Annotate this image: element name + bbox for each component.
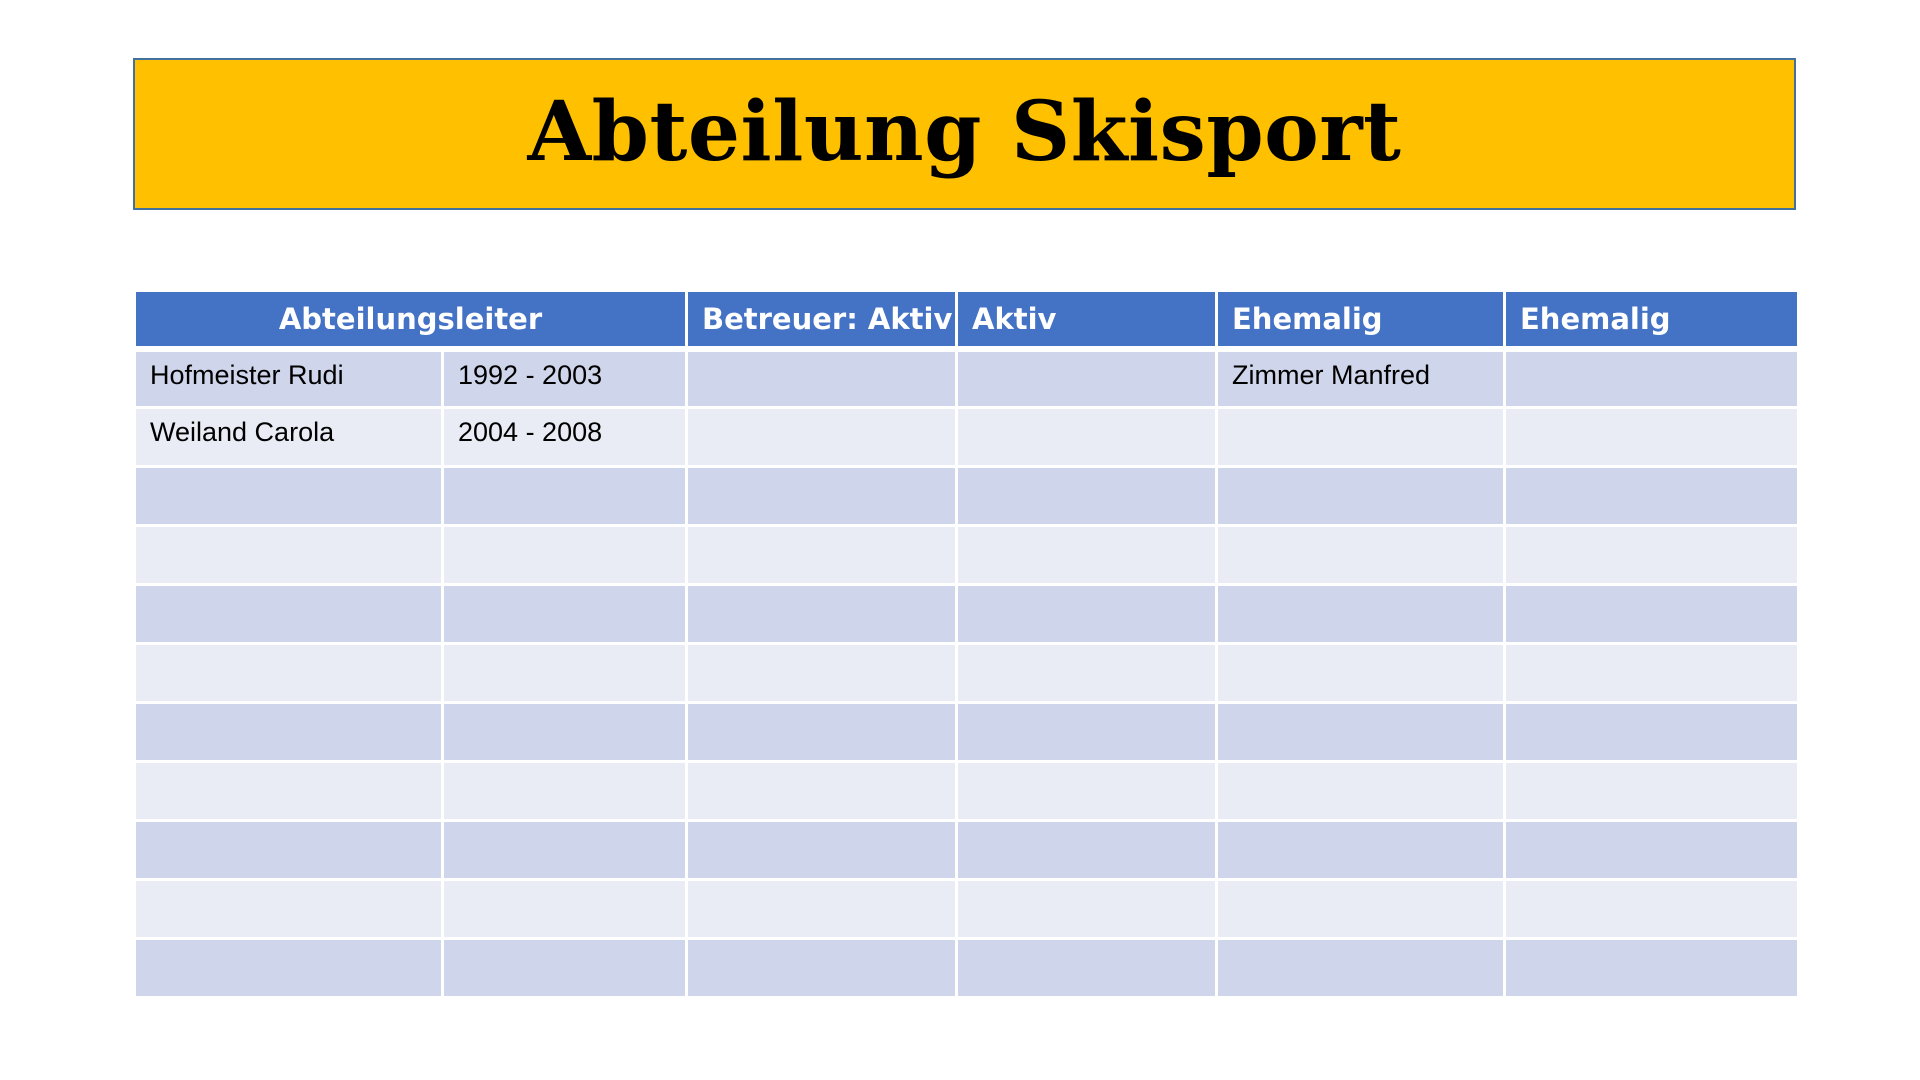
table-cell (957, 703, 1217, 762)
table-cell (443, 939, 687, 998)
table-row (135, 703, 1799, 762)
table-cell: Weiland Carola (135, 408, 443, 467)
table-cell (1217, 939, 1505, 998)
table-cell (957, 526, 1217, 585)
table-cell (1217, 467, 1505, 526)
table-cell (1217, 526, 1505, 585)
table-cell (135, 585, 443, 644)
header-ehemalig: Ehemalig (1217, 291, 1505, 349)
table-cell (1217, 703, 1505, 762)
table-body (135, 349, 1799, 998)
table-cell (1505, 585, 1799, 644)
header-ehemalig-2: Ehemalig (1505, 291, 1799, 349)
table-cell (1505, 880, 1799, 939)
table-cell (135, 762, 443, 821)
page-title: Abteilung Skisport (527, 84, 1402, 180)
table-cell (135, 939, 443, 998)
header-aktiv: Aktiv (957, 291, 1217, 349)
table-cell (135, 703, 443, 762)
table-row (135, 762, 1799, 821)
table-cell (443, 821, 687, 880)
staff-table (133, 289, 1800, 999)
table-row (135, 467, 1799, 526)
table-cell (1217, 408, 1505, 467)
table-cell (1505, 703, 1799, 762)
table-cell (135, 821, 443, 880)
table-cell (135, 526, 443, 585)
table-cell (687, 467, 957, 526)
table-cell (1505, 821, 1799, 880)
table-cell (1217, 762, 1505, 821)
table-cell (135, 644, 443, 703)
table-cell (1217, 821, 1505, 880)
table-cell (687, 762, 957, 821)
table-cell (1505, 762, 1799, 821)
table-row (135, 408, 1799, 467)
table-cell (443, 526, 687, 585)
table-cell (1505, 939, 1799, 998)
table-row (135, 526, 1799, 585)
table-cell (687, 644, 957, 703)
table-cell (1217, 585, 1505, 644)
table-cell (443, 762, 687, 821)
table-cell (957, 939, 1217, 998)
table-row (135, 349, 1799, 408)
table-cell (957, 880, 1217, 939)
table-cell (1505, 349, 1799, 408)
table-cell (443, 644, 687, 703)
table-cell (957, 762, 1217, 821)
table-cell: Zimmer Manfred (1217, 349, 1505, 408)
table-cell (957, 408, 1217, 467)
table-cell (957, 585, 1217, 644)
table-cell (1505, 526, 1799, 585)
table-cell (687, 408, 957, 467)
table-cell (443, 467, 687, 526)
table-row (135, 939, 1799, 998)
table-cell (957, 349, 1217, 408)
title-banner (133, 58, 1796, 210)
table-cell (957, 467, 1217, 526)
table-header-row (135, 291, 1799, 349)
table-cell: 1992 - 2003 (443, 349, 687, 408)
table-cell (957, 821, 1217, 880)
table-cell (687, 349, 957, 408)
table-row (135, 644, 1799, 703)
table-row (135, 585, 1799, 644)
table-cell: Hofmeister Rudi (135, 349, 443, 408)
table-cell (443, 880, 687, 939)
table-cell: 2004 - 2008 (443, 408, 687, 467)
table-cell (687, 939, 957, 998)
table-row (135, 880, 1799, 939)
table-cell (957, 644, 1217, 703)
table-cell (443, 703, 687, 762)
header-abteilungsleiter: Abteilungsleiter (135, 291, 687, 349)
header-betreuer-aktiv: Betreuer: Aktiv (687, 291, 957, 349)
table-cell (687, 585, 957, 644)
table-cell (1505, 408, 1799, 467)
table-cell (135, 467, 443, 526)
table-cell (1505, 467, 1799, 526)
table-cell (443, 585, 687, 644)
table-cell (687, 821, 957, 880)
table-cell (687, 703, 957, 762)
table-cell (1217, 880, 1505, 939)
table-row (135, 821, 1799, 880)
table-cell (687, 526, 957, 585)
table-cell (135, 880, 443, 939)
table-cell (1505, 644, 1799, 703)
table-cell (1217, 644, 1505, 703)
table-cell (687, 880, 957, 939)
